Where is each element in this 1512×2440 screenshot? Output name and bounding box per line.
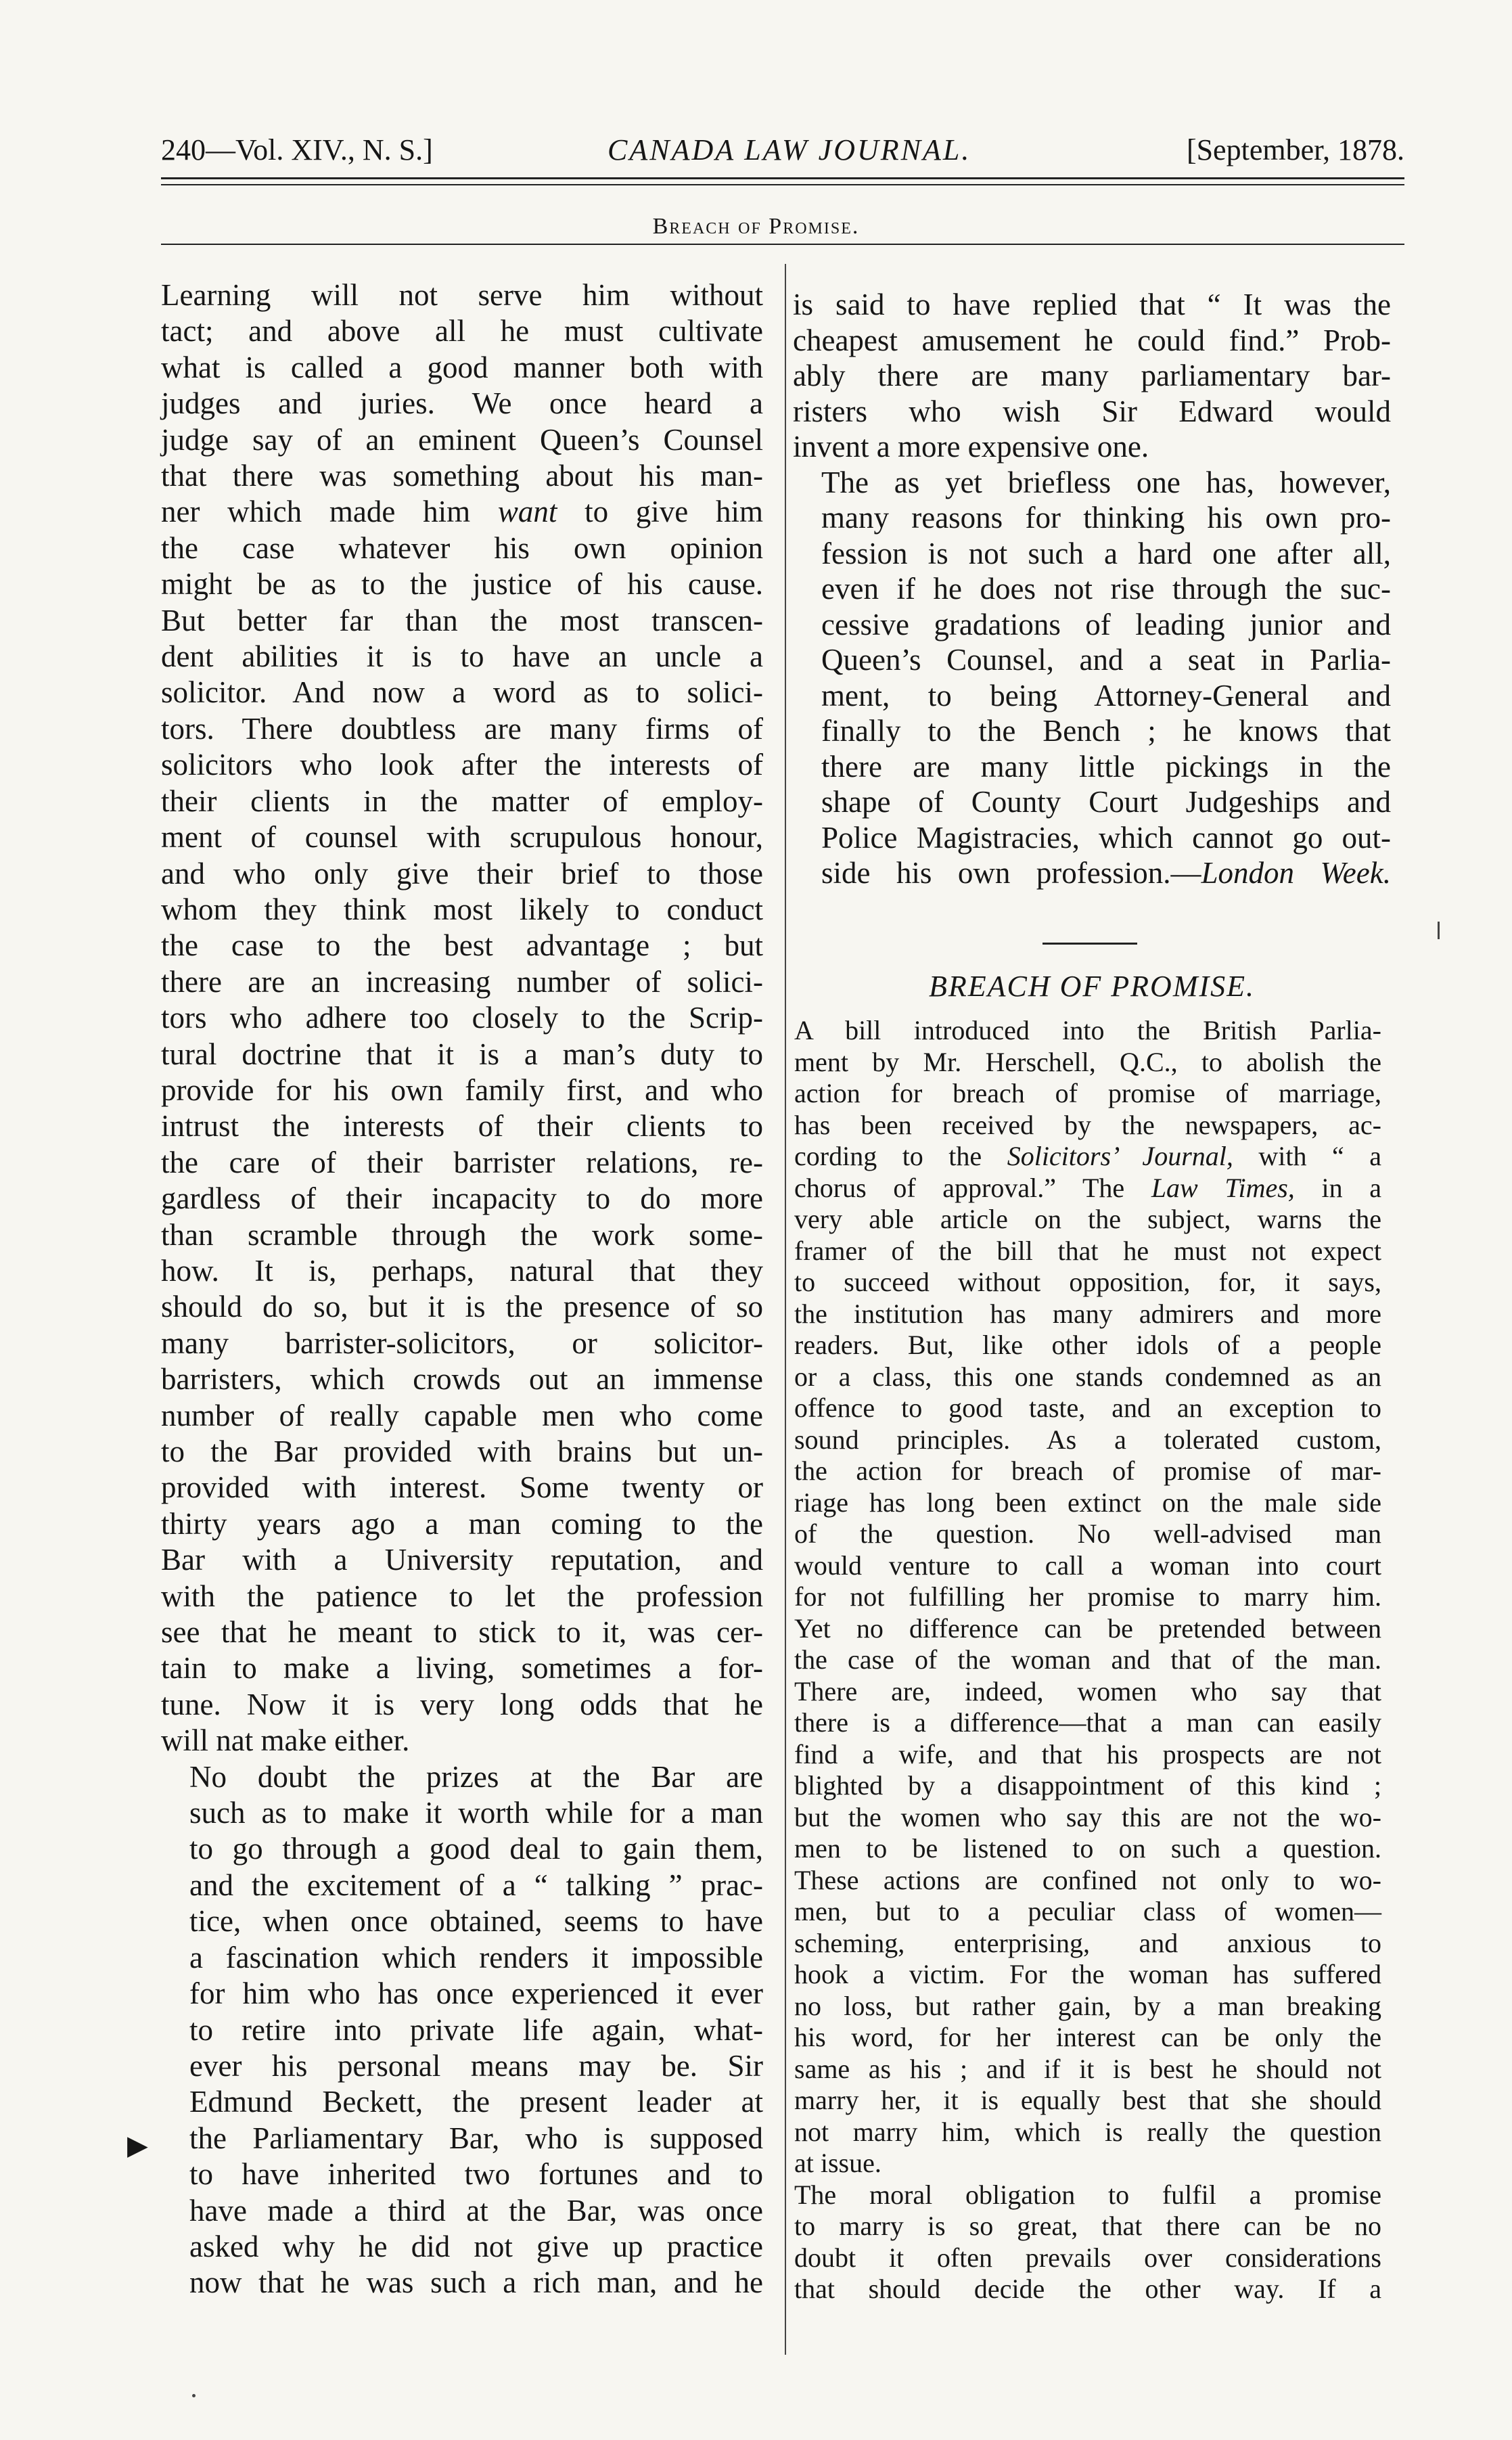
text-line: scheming, enterprising, and anxious to [794, 1927, 1381, 1958]
text-line: for him who has once experienced it ever [189, 1976, 763, 2011]
text-line: ever his personal means may be. Sir [189, 2048, 763, 2083]
text-line: tors. There doubtless are many firms of [161, 711, 763, 746]
text-line: or a class, this one stands condemned as an [794, 1361, 1381, 1392]
text-line: whom they think most likely to conduct [161, 892, 763, 926]
text-line: would venture to call a woman into court [794, 1550, 1381, 1581]
text-line: the action for breach of promise of mar- [794, 1455, 1381, 1486]
text-line: gardless of their incapacity to do more [161, 1181, 763, 1216]
text-line: how. It is, perhaps, natural that they [161, 1253, 763, 1288]
text-line: no loss, but rather gain, by a man breaking [794, 1990, 1381, 2021]
source-credit: London Week. [1201, 856, 1391, 890]
text-line: tact; and above all he must cultivate [161, 314, 763, 348]
text-line: cheapest amusement he could find.” Prob- [793, 323, 1391, 357]
paragraph [793, 465, 1391, 891]
text-line: Police Magistracies, which cannot go out- [821, 820, 1391, 855]
text-line: tice, when once obtained, seems to have [189, 1904, 763, 1939]
volume-label: 240—Vol. XIV., N. S.] [161, 133, 433, 166]
text-line: there are an increasing number of solici- [161, 964, 763, 999]
text-line [793, 855, 1391, 891]
text-line: fession is not such a hard one after all, [821, 536, 1391, 570]
text-line: for not fulfilling her promise to marry him. [794, 1581, 1381, 1612]
text-run: with “ a [1258, 1141, 1382, 1171]
text-line: tural doctrine that it is a man’s duty to [161, 1037, 763, 1071]
issue-date: [September, 1878. [1186, 133, 1404, 166]
text-line: judge say of an eminent Queen’s Counsel [161, 422, 763, 457]
text-run: cording to the [794, 1141, 982, 1171]
text-line: the care of their barrister relations, re- [161, 1145, 763, 1179]
text-line: provide for his own family first, and who [161, 1072, 763, 1107]
text-line: there are many little pickings in the [821, 749, 1391, 784]
publication-name: Solicitors’ Journal, [1007, 1141, 1233, 1171]
subhead-rule [161, 244, 1404, 245]
text-line: have made a third at the Bar, was once [189, 2193, 763, 2228]
text-line: No doubt the prizes at the Bar are [189, 1759, 763, 1794]
text-line: The as yet briefless one has, however, [821, 465, 1391, 499]
text-line: framer of the bill that he must not expect [794, 1235, 1381, 1266]
text-line: Queen’s Counsel, and a seat in Parlia- [821, 643, 1391, 677]
text-line: to succeed without opposition, for, it says, [794, 1267, 1381, 1297]
text-line: solicitors who look after the interests of [161, 748, 763, 782]
text-line: and the excitement of a “ talking ” prac- [189, 1868, 763, 1902]
article-title: BREACH OF PROMISE. [929, 970, 1255, 1003]
text-line: very able article on the subject, warns the [794, 1204, 1381, 1234]
text-line: to go through a good deal to gain them, [189, 1832, 763, 1866]
text-line: cessive gradations of leading junior and [821, 607, 1391, 641]
text-line: ment by Mr. Herschell, Q.C., to abolish the [794, 1046, 1381, 1077]
text-line: barristers, which crowds out an immense [161, 1362, 763, 1397]
right-column-bottom [766, 1015, 1381, 2305]
text-line: ment, to being Attorney-General and [821, 678, 1391, 713]
text-line: that there was something about his man- [161, 459, 763, 493]
text-run: chorus of approval.” The [794, 1172, 1125, 1203]
text-line: than scramble through the work some- [161, 1217, 763, 1252]
journal-title: CANADA LAW JOURNAL. [608, 133, 971, 166]
text-line: to marry is so great, that there can be no [794, 2211, 1381, 2241]
text-run: side his own profession.— [821, 856, 1201, 890]
text-line: a fascination which renders it impossible [189, 1940, 763, 1974]
emphasis: want [497, 495, 557, 529]
text-line: Yet no difference can be pretended between [794, 1612, 1381, 1644]
text-line: with the patience to let the profession [161, 1579, 763, 1613]
text-line: shape of County Court Judgeships and [821, 785, 1391, 819]
text-line [766, 1141, 1381, 1173]
text-line: invent a more expensive one. [793, 430, 1149, 464]
margin-pointer-icon: ▶ [127, 2130, 148, 2161]
text-line: might be as to the justice of his cause. [161, 567, 763, 602]
section-subhead: Breach of Promise. [652, 214, 860, 239]
text-line: tune. Now it is very long odds that he [161, 1687, 763, 1721]
text-line: see that he meant to stick to it, was cer- [161, 1615, 763, 1650]
paragraph [161, 277, 763, 1759]
text-line: will nat make either. [161, 1723, 410, 1758]
text-line: but the women who say this are not the wo- [794, 1801, 1381, 1832]
text-line: ably there are many parliamentary bar- [793, 359, 1391, 392]
text-line: find a wife, and that his prospects are not [794, 1738, 1381, 1769]
text-line: blighted by a disappointment of this kind ; [794, 1770, 1381, 1801]
text-line: the case to the best advantage ; but [161, 928, 763, 963]
text-line [766, 1173, 1381, 1204]
text-line: and who only give their brief to those [161, 856, 763, 890]
article-separator [1043, 943, 1137, 945]
text-line: such as to make it worth while for a man [189, 1796, 763, 1830]
paragraph [766, 1015, 1381, 2179]
page-speck [192, 2394, 196, 2397]
text-line: asked why he did not give up practice [189, 2229, 763, 2263]
text-line [161, 494, 763, 530]
text-line: action for breach of promise of marriage, [794, 1078, 1381, 1108]
text-line: The moral obligation to fulfil a promise [794, 2179, 1381, 2210]
text-line: is said to have replied that “ It was the [793, 288, 1391, 321]
text-line: men, but to a peculiar class of women— [794, 1896, 1381, 1926]
text-line: readers. But, like other idols of a people [794, 1330, 1381, 1360]
publication-name: Law Times, [1151, 1172, 1295, 1203]
text-line: Bar with a University reputation, and [161, 1543, 763, 1577]
header-rule-thin [161, 184, 1404, 185]
text-line: hook a victim. For the woman has suffered [794, 1959, 1381, 1989]
text-line: there is a difference—that a man can easily [794, 1707, 1381, 1738]
text-line: to the Bar provided with brains but un- [161, 1434, 763, 1468]
margin-mark [1438, 922, 1440, 939]
text-line: judges and juries. We once heard a [161, 386, 763, 421]
text-line: A bill introduced into the British Parlia- [794, 1015, 1381, 1045]
text-line: marry her, it is equally best that she should [794, 2085, 1381, 2115]
text-line: tain to make a living, sometimes a for- [161, 1651, 763, 1686]
text-line: finally to the Bench ; he knows that [821, 714, 1391, 748]
text-line: to have inherited two fortunes and to [189, 2157, 763, 2192]
text-line: has been received by the newspapers, ac- [794, 1109, 1381, 1140]
text-line: should do so, but it is the presence of so [161, 1290, 763, 1324]
text-line: the institution has many admirers and more [794, 1298, 1381, 1329]
left-column [161, 277, 763, 2301]
text-line: Learning will not serve him without [161, 278, 763, 312]
text-run: ner which made him [161, 495, 471, 529]
text-line: many barrister-solicitors, or solicitor- [161, 1326, 763, 1360]
paragraph [766, 2179, 1381, 2305]
text-line: But better far than the most transcen- [161, 603, 763, 637]
text-line: what is called a good manner both with [161, 350, 763, 384]
text-line: that should decide the other way. If a [794, 2274, 1381, 2304]
text-line: thirty years ago a man coming to the [161, 1506, 763, 1541]
text-line: his word, for her interest can be only the [794, 2022, 1381, 2052]
text-line: their clients in the matter of employ- [161, 784, 763, 818]
text-line: of the question. No well-advised man [794, 1518, 1381, 1549]
text-line: at issue. [794, 2148, 881, 2178]
text-line: These actions are confined not only to wo- [794, 1864, 1381, 1895]
text-line: tors who adhere too closely to the Scrip- [161, 1001, 763, 1035]
text-line: to retire into private life again, what- [189, 2012, 763, 2047]
text-line: sound principles. As a tolerated custom, [794, 1424, 1381, 1455]
text-line: the case of the woman and that of the man. [794, 1644, 1381, 1675]
text-line: There are, indeed, women who say that [794, 1675, 1381, 1707]
header-rule [161, 177, 1404, 179]
text-line: risters who wish Sir Edward would [793, 394, 1391, 428]
text-line: dent abilities it is to have an uncle a [161, 639, 763, 674]
paragraph [161, 1759, 763, 2301]
text-line: Edmund Beckett, the present leader at [189, 2085, 763, 2119]
text-line: provided with interest. Some twenty or [161, 1470, 763, 1505]
text-line: number of really capable men who come [161, 1398, 763, 1432]
text-line: now that he was such a rich man, and he [189, 2265, 763, 2300]
text-line: the Parliamentary Bar, who is supposed [189, 2121, 763, 2155]
text-line: offence to good taste, and an exception to [794, 1393, 1381, 1423]
running-header [161, 133, 1404, 171]
right-column-top [793, 287, 1391, 891]
text-line: not marry him, which is really the question [794, 2116, 1381, 2147]
text-line: doubt it often prevails over considerations [794, 2242, 1381, 2273]
text-line: intrust the interests of their clients to [161, 1109, 763, 1144]
text-run: to give him [585, 495, 764, 529]
text-line: same as his ; and if it is best he should not [794, 2053, 1381, 2084]
text-line: men to be listened to on such a question. [794, 1833, 1381, 1863]
text-line: many reasons for thinking his own pro- [821, 501, 1391, 535]
text-line: even if he does not rise through the suc- [821, 572, 1391, 606]
text-line: ment of counsel with scrupulous honour, [161, 820, 763, 855]
paragraph [793, 287, 1391, 465]
text-line: solicitor. And now a word as to solici- [161, 675, 763, 710]
text-run: in a [1321, 1172, 1381, 1203]
text-line: riage has long been extinct on the male side [794, 1487, 1381, 1518]
text-line: the case whatever his own opinion [161, 530, 763, 565]
